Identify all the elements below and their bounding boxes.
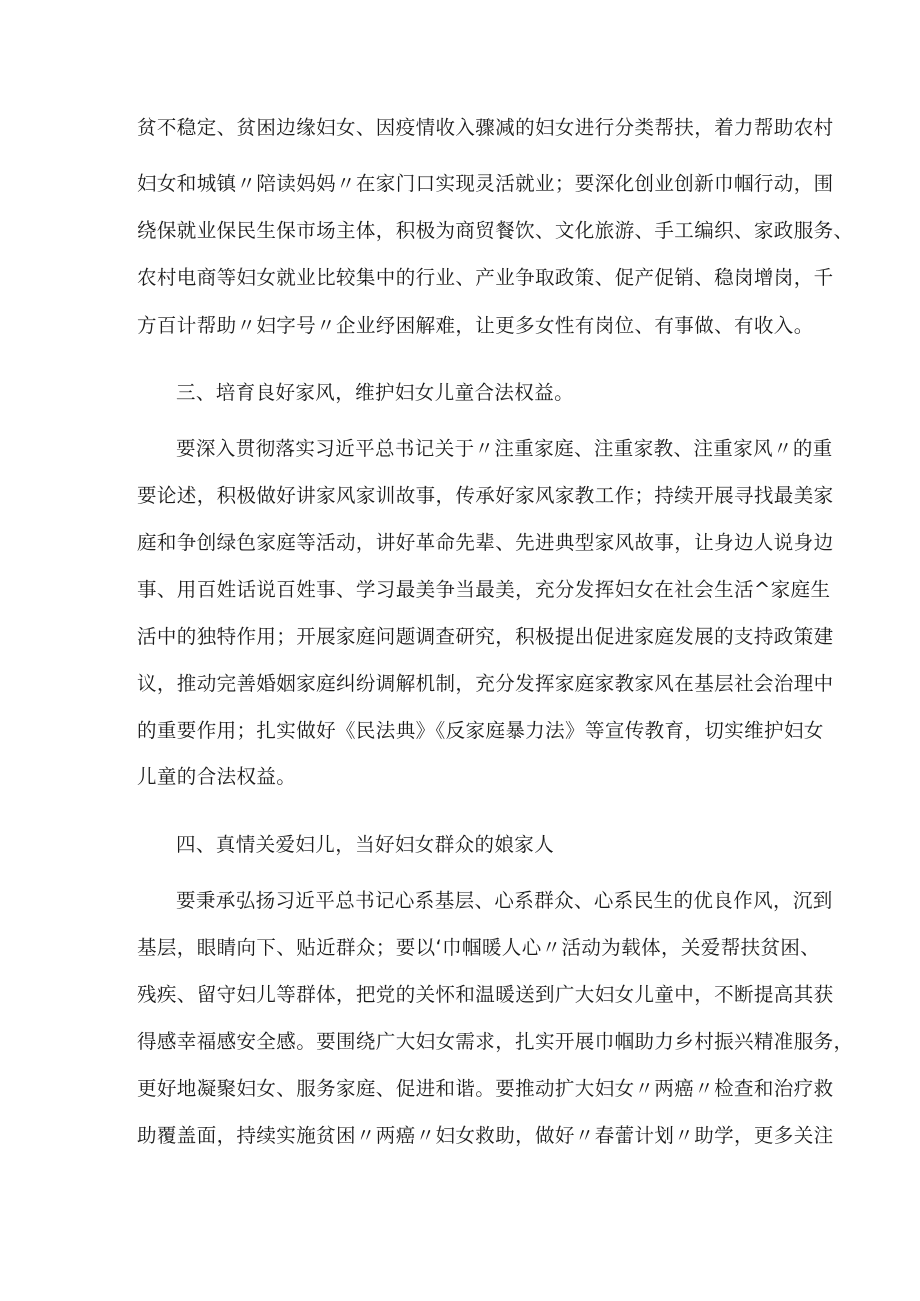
text-line: 活中的独特作用；开展家庭问题调查研究，积极提出促进家庭发展的支持政策建 bbox=[137, 625, 834, 648]
text-line: 要秉承弘扬习近平总书记心系基层、心系群众、心系民生的优良作风，沉到 bbox=[176, 889, 833, 912]
text-line: 妇女和城镇〃陪读妈妈〃在家门口实现灵活就业；要深化创业创新巾帼行动，围 bbox=[137, 172, 834, 195]
text-line: 得感幸福感安全感。要围绕广大妇女需求，扎实开展巾帼助力乡村振兴精准服务， bbox=[137, 1030, 854, 1053]
section-heading-4: 四、真情关爱妇儿，当好妇女群众的娘家人 bbox=[176, 833, 555, 856]
text-line: 绕保就业保民生保市场主体，积极为商贸餐饮、文化旅游、手工编织、家政服务、 bbox=[137, 219, 854, 242]
text-line: 事、用百姓话说百姓事、学习最美争当最美，充分发挥妇女在社会生活^家庭生 bbox=[137, 578, 831, 601]
text-line: 更好地凝聚妇女、服务家庭、促进和谐。要推动扩大妇女〃两癌〃检查和治疗救 bbox=[137, 1077, 834, 1100]
text-line: 要论述，积极做好讲家风家训故事，传承好家风家教工作；持续开展寻找最美家 bbox=[137, 484, 834, 507]
text-line: 残疾、留守妇儿等群体，把党的关怀和温暖送到广大妇女儿童中，不断提高其获 bbox=[137, 983, 834, 1006]
text-line: 助覆盖面，持续实施贫困〃两癌〃妇女救助，做好〃春蕾计划〃助学，更多关注 bbox=[137, 1124, 834, 1147]
text-line: 农村电商等妇女就业比较集中的行业、产业争取政策、促产促销、稳岗增岗，千 bbox=[137, 266, 834, 289]
text-line: 的重要作用；扎实做好《民法典》《反家庭暴力法》等宣传教育，切实维护妇女 bbox=[137, 719, 824, 742]
text-line: 议，推动完善婚姻家庭纠纷调解机制，充分发挥家庭家教家风在基层社会治理中 bbox=[137, 672, 834, 695]
section-heading-3: 三、培育良好家风，维护妇女儿童合法权益。 bbox=[176, 381, 575, 404]
text-line: 庭和争创绿色家庭等活动，讲好革命先辈、先进典型家风故事，让身边人说身边 bbox=[137, 531, 834, 554]
text-line: 要深入贯彻落实习近平总书记关于〃注重家庭、注重家教、注重家风〃的重 bbox=[176, 437, 833, 460]
text-line: 贫不稳定、贫困边缘妇女、因疫情收入骤减的妇女进行分类帮扶，着力帮助农村 bbox=[137, 116, 834, 139]
text-line: 方百计帮助〃妇字号〃企业纾困解难，让更多女性有岗位、有事做、有收入。 bbox=[137, 314, 814, 337]
text-line: 基层，眼睛向下、贴近群众；要以‘巾帼暖人心〃活动为载体，关爱帮扶贫困、 bbox=[137, 936, 821, 959]
text-line: 儿童的合法权益。 bbox=[137, 765, 297, 788]
